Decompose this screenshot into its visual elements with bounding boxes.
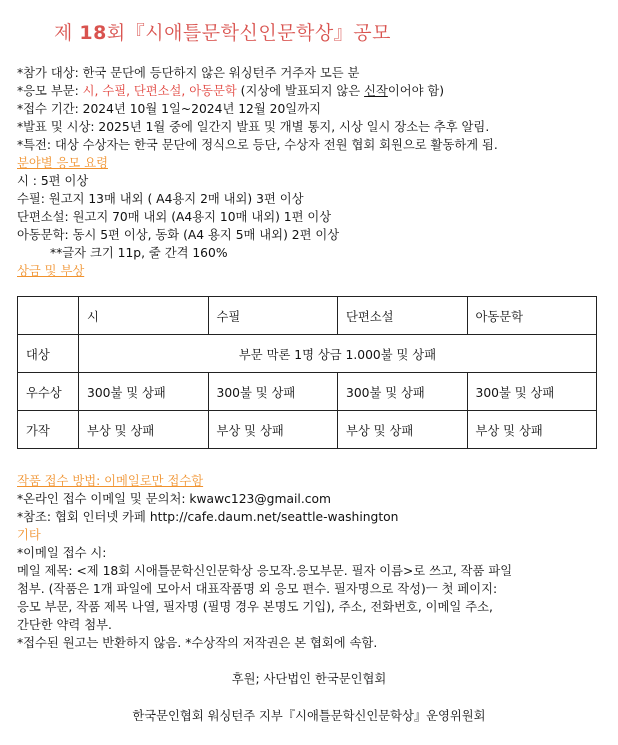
table-cell: 300불 및 상패 [79,373,209,411]
requirement-item: 시 : 5편 이상 [17,174,89,188]
row-label-excellence: 우수상 [18,373,79,411]
title-prefix: 제 [54,22,80,44]
submission-email-line: *온라인 접수 이메일 및 문의처: kwawc123@gmail.com [17,492,332,506]
table-cell: 부상 및 상패 [208,411,338,449]
announcement-line: *발표 및 시상: 2025년 1월 중에 일간지 발표 및 개별 통지, 시상 일시 장소는 추후 알림. [17,120,490,134]
column-header-short-story: 단편소설 [338,297,468,335]
table-cell: 300불 및 상패 [208,373,338,411]
requirement-item: 단편소설: 원고지 70매 내외 (A4용지 10매 내외) 1편 이상 [17,210,332,224]
categories-line [17,82,444,100]
prizes-heading: 상금 및 부상 [17,264,85,278]
misc-line: 간단한 약력 첨부. [17,618,112,632]
table-row-excellence [18,373,597,411]
categories-value: 시, 수필, 단편소설, 아동문학 [82,84,237,98]
prize-table [17,296,597,449]
categories-note-underlined: 신작 [364,84,388,98]
categories-label: *응모 부문: [17,84,83,98]
requirement-item: 수필: 원고지 13매 내외 ( A4용지 2매 내외) 3편 이상 [17,192,304,206]
column-header-childrens-literature: 아동문학 [467,297,597,335]
organizer-line: 한국문인협회 워싱턴주 지부『시애틀문학신인문학상』운영위원회 [132,709,486,723]
table-cell: 부상 및 상패 [79,411,209,449]
grand-prize-value: 부문 막론 1명 상금 1.000불 및 상패 [79,335,597,373]
misc-line: 응모 부문, 작품 제목 나열, 필자명 (필명 경우 본명도 기입), 주소, 전화번호, 이메일 주소, [17,600,493,614]
row-label-honorable: 가작 [18,411,79,449]
requirement-item: 아동문학: 동시 5편 이상, 동화 (A4 용지 5매 내외) 2편 이상 [17,228,340,242]
misc-line: 첨부. (작품은 1개 파일에 모아서 대표작품명 외 응모 편수. 필자명으로 작성)ㅡ 첫 페이지: [17,582,498,596]
page-title [54,18,391,45]
benefit-line: *특전: 대상 수상자는 한국 문단에 정식으로 등단, 수상자 전원 협회 회원으로 활동하게 됨. [17,138,498,152]
row-label-grand-prize: 대상 [18,335,79,373]
misc-line: *이메일 접수 시: [17,546,107,560]
table-cell: 부상 및 상패 [338,411,468,449]
table-row-honorable [18,411,597,449]
column-header-poetry: 시 [79,297,209,335]
table-cell: 부상 및 상패 [467,411,597,449]
table-cell: 300불 및 상패 [467,373,597,411]
participants-line: *참가 대상: 한국 문단에 등단하지 않은 워싱턴주 거주자 모든 분 [17,66,360,80]
categories-note-pre: (지상에 발표되지 않은 [236,84,365,98]
table-row-grand-prize [18,335,597,373]
title-number: 18 [79,22,107,44]
table-corner-cell [18,297,79,335]
table-cell: 300불 및 상패 [338,373,468,411]
requirements-heading: 분야별 응모 요령 [17,156,108,170]
period-line: *접수 기간: 2024년 10월 1일~2024년 12월 20일까지 [17,102,321,116]
column-header-essay: 수필 [208,297,338,335]
submission-heading: 작품 접수 방법: 이메일로만 접수함 [17,474,204,488]
misc-line: 메일 제목: <제 18회 시애틀문학신인문학상 응모작.응모부문. 필자 이름>로 쓰고, 작품 파일 [17,564,513,578]
title-suffix: 회『시애틀문학신인문학상』공모 [106,22,391,44]
misc-line: *접수된 원고는 반환하지 않음. *수상작의 저작권은 본 협회에 속함. [17,636,378,650]
categories-note-post: 이어야 함) [387,84,445,98]
sponsor-line: 후원; 사단법인 한국문인협회 [231,672,387,686]
submission-reference-line: *참조: 협회 인터넷 카페 http://cafe.daum.net/seattle-washington [17,510,399,524]
table-header-row [18,297,597,335]
format-note: **글자 크기 11p, 줄 간격 160% [50,246,228,260]
misc-heading: 기타 [17,528,41,542]
